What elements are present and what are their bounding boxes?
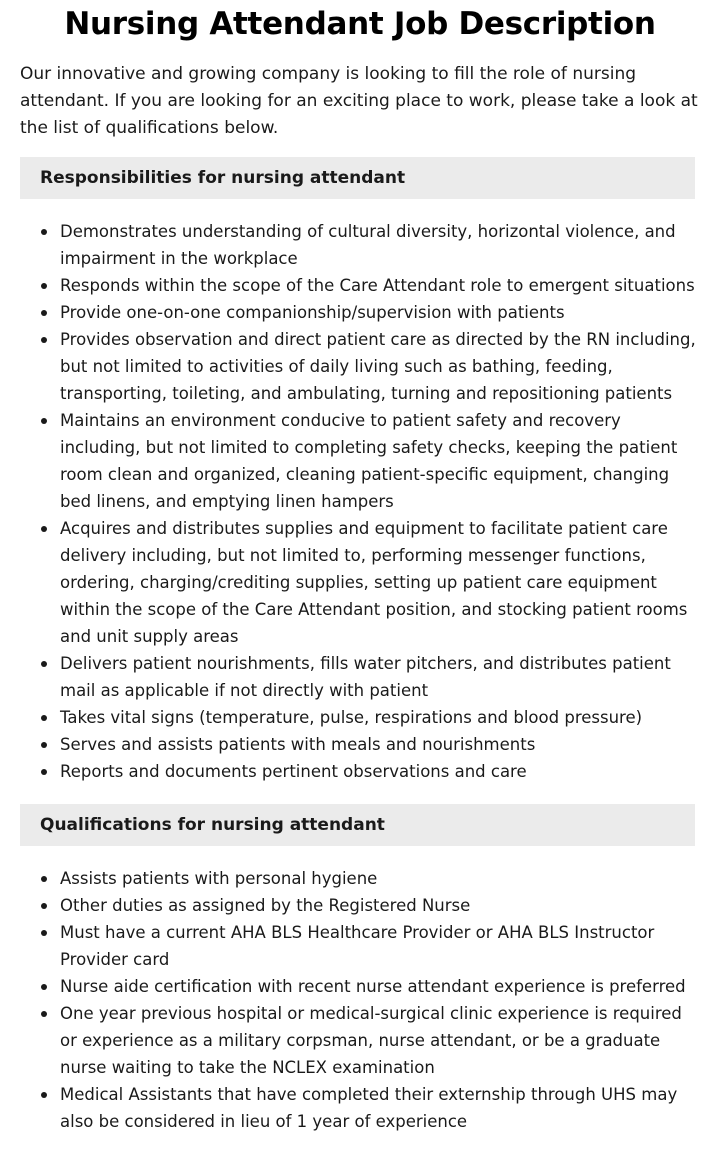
bullet-icon — [41, 984, 47, 990]
page-title: Nursing Attendant Job Description — [64, 6, 656, 42]
list-item — [60, 758, 700, 785]
list-item-text: Maintains an environment conducive to patient safety and recovery including, but not limited to completing safety checks, keeping the patient room clean and organized, cleaning patient-specific equipment, changing bed linens, and emptying linen hampers — [60, 411, 678, 511]
bullet-icon — [41, 310, 47, 316]
list-item-text: Provide one-on-one companionship/supervision with patients — [60, 303, 565, 322]
bullet-icon — [41, 876, 47, 882]
list-item-text: Takes vital signs (temperature, pulse, respirations and blood pressure) — [60, 708, 643, 727]
list-item-text: Medical Assistants that have completed their externship through UHS may also be considered in lieu of 1 year of experience — [60, 1085, 678, 1131]
list-item — [60, 865, 700, 892]
bullet-icon — [41, 1092, 47, 1098]
bullet-icon — [41, 337, 47, 343]
list-item-text: Serves and assists patients with meals and nourishments — [60, 735, 536, 754]
bullet-icon — [41, 229, 47, 235]
list-item-text: Delivers patient nourishments, fills water pitchers, and distributes patient mail as applicable if not directly with patient — [60, 654, 671, 700]
qualifications-list — [0, 865, 720, 1135]
bullet-icon — [41, 1011, 47, 1017]
list-item — [60, 919, 700, 973]
responsibilities-list — [0, 218, 720, 785]
list-item-text: Nurse aide certification with recent nurse attendant experience is preferred — [60, 977, 686, 996]
bullet-icon — [41, 769, 47, 775]
bullet-icon — [41, 418, 47, 424]
list-item-text: Reports and documents pertinent observations and care — [60, 762, 527, 781]
list-item-text: Assists patients with personal hygiene — [60, 869, 378, 888]
list-item-text: Demonstrates understanding of cultural diversity, horizontal violence, and impairment in the workplace — [60, 222, 676, 268]
list-item-text: Must have a current AHA BLS Healthcare Provider or AHA BLS Instructor Provider card — [60, 923, 655, 969]
bullet-icon — [41, 903, 47, 909]
list-item — [60, 1000, 700, 1081]
bullet-icon — [41, 661, 47, 667]
list-item — [60, 299, 700, 326]
list-item-text: Other duties as assigned by the Registered Nurse — [60, 896, 471, 915]
bullet-icon — [41, 742, 47, 748]
list-item-text: Provides observation and direct patient care as directed by the RN including, but not limited to activities of daily living such as bathing, feeding, transporting, toileting, and ambulating, turning and repositioning patients — [60, 330, 696, 403]
responsibilities-header: Responsibilities for nursing attendant — [20, 157, 695, 199]
list-item — [60, 272, 700, 299]
list-item-text: One year previous hospital or medical-surgical clinic experience is required or experience as a military corpsman, nurse attendant, or be a graduate nurse waiting to take the NCLEX examination — [60, 1004, 682, 1077]
list-item — [60, 1081, 700, 1135]
bullet-icon — [41, 283, 47, 289]
list-item — [60, 326, 700, 407]
list-item — [60, 731, 700, 758]
list-item-text: Acquires and distributes supplies and equipment to facilitate patient care delivery including, but not limited to, performing messenger functions, ordering, charging/crediting supplies, setting up patient care equipment within the scope of the Care Attendant position, and stocking patient rooms and unit supply areas — [60, 519, 688, 646]
list-item — [60, 704, 700, 731]
bullet-icon — [41, 526, 47, 532]
qualifications-header: Qualifications for nursing attendant — [20, 804, 695, 846]
list-item — [60, 218, 700, 272]
list-item — [60, 650, 700, 704]
list-item-text: Responds within the scope of the Care Attendant role to emergent situations — [60, 276, 695, 295]
intro-paragraph: Our innovative and growing company is looking to fill the role of nursing attendant. If you are looking for an exciting place to work, please take a look at the list of qualifications below. — [20, 64, 698, 138]
list-item — [60, 407, 700, 515]
list-item — [60, 973, 700, 1000]
bullet-icon — [41, 715, 47, 721]
bullet-icon — [41, 930, 47, 936]
list-item — [60, 892, 700, 919]
list-item — [60, 515, 700, 650]
